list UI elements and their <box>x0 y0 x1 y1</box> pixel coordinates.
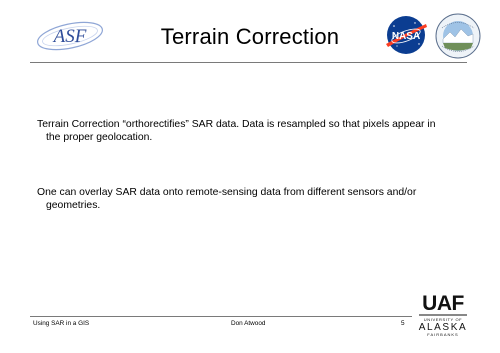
title-divider <box>30 62 467 63</box>
bullet-terrain-correction: Terrain Correction “orthorectifies” SAR data. Data is resampled so that pixels appear in the proper geolocation. <box>37 119 436 143</box>
uaf-alaska-text: ALASKA <box>418 322 468 333</box>
uaf-logo <box>414 290 472 340</box>
asf-logo-text: ASF <box>53 26 87 47</box>
nasa-logo-text: NASA <box>391 31 421 42</box>
institute-seal-logo <box>434 13 482 59</box>
footer-author: Don Atwood <box>231 320 266 327</box>
nasa-logo <box>382 14 430 56</box>
bullet-overlay: One can overlay SAR data onto remote-sensing data from different sensors and/or geometries. <box>37 187 417 211</box>
footer-title: Using SAR in a GIS <box>33 320 90 327</box>
uaf-logo-text: UAF <box>422 292 464 315</box>
page-number: 5 <box>401 320 405 327</box>
slide-title: Terrain Correction <box>160 24 340 49</box>
footer-divider <box>30 316 412 317</box>
uaf-university-text: UNIVERSITY OF <box>423 317 463 322</box>
uaf-fairbanks-text: FAIRBANKS <box>427 332 459 337</box>
